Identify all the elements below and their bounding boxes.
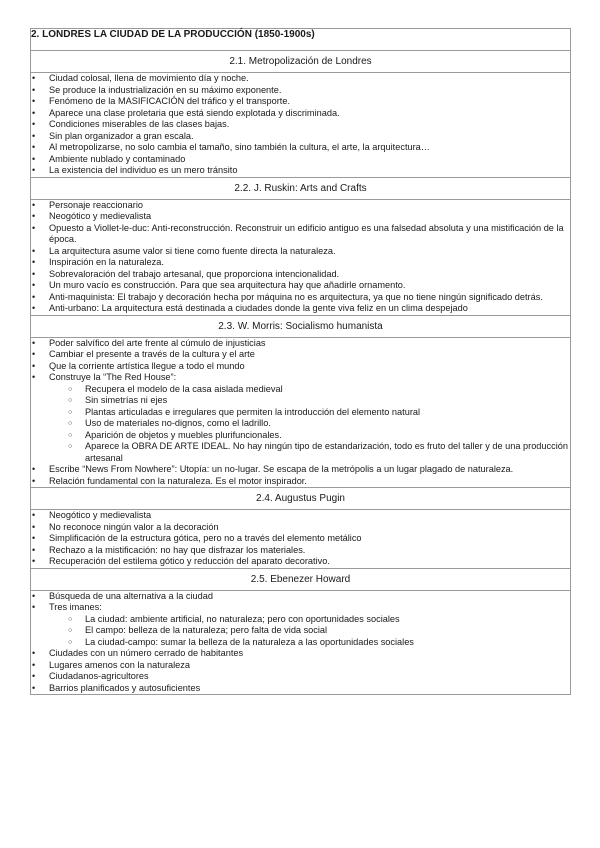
notes-table (30, 28, 571, 695)
list-item: • Cambiar el presente a través de la cultura y el arte (31, 349, 570, 361)
list-item: • La existencia del individuo es un mero tránsito (31, 165, 570, 177)
section-body-2-1 (31, 73, 571, 178)
sub-list-item: ○ Aparece la OBRA DE ARTE IDEAL. No hay ningún tipo de estandarización, todo es fruto del taller y de una producción artesanal (67, 441, 570, 464)
bullet-list (31, 591, 570, 695)
section-body-2-4 (31, 510, 571, 569)
list-item: • Que la corriente artística llegue a todo el mundo (31, 361, 570, 373)
sub-list-item: ○ El campo: belleza de la naturaleza; pero falta de vida social (67, 625, 570, 637)
list-item: • Búsqueda de una alternativa a la ciudad (31, 591, 570, 603)
list-item: • No reconoce ningún valor a la decoración (31, 522, 570, 534)
sub-list-item: ○ Plantas articuladas e irregulares que permiten la introducción del elemento natural (67, 407, 570, 419)
list-item: • Relación fundamental con la naturaleza. Es el motor inspirador. (31, 476, 570, 488)
bullet-list (31, 200, 570, 315)
list-item: • La arquitectura asume valor si tiene como fuente directa la naturaleza. (31, 246, 570, 258)
list-item: • Al metropolizarse, no solo cambia el tamaño, sino también la cultura, el arte, la arquitectura… (31, 142, 570, 154)
list-item: • Recuperación del estilema gótico y reducción del aparato decorativo. (31, 556, 570, 568)
list-item: • Sobrevaloración del trabajo artesanal, que proporciona intencionalidad. (31, 269, 570, 281)
sub-list-item: ○ Uso de materiales no-dignos, como el ladrillo. (67, 418, 570, 430)
bullet-list (31, 338, 570, 488)
list-item: • Sin plan organizador a gran escala. (31, 131, 570, 143)
sub-list-item: ○ La ciudad-campo: sumar la belleza de la naturaleza a las oportunidades sociales (67, 637, 570, 649)
list-item: • Neogótico y medievalista (31, 510, 570, 522)
list-item-text: Tres imanes: (49, 602, 102, 612)
list-item (31, 602, 570, 648)
list-item: • Fenómeno de la MASIFICACIÓN del tráfico y el transporte. (31, 96, 570, 108)
list-item: • Aparece una clase proletaria que está siendo explotada y discriminada. (31, 108, 570, 120)
list-item: • Poder salvífico del arte frente al cúmulo de injusticias (31, 338, 570, 350)
sub-list-item: ○ Recupera el modelo de la casa aislada medieval (67, 384, 570, 396)
section-body-2-5 (31, 590, 571, 695)
list-item: • Ambiente nublado y contaminado (31, 154, 570, 166)
list-item: • Anti-urbano: La arquitectura está destinada a ciudades donde la gente viva feliz en un clima despejado (31, 303, 570, 315)
sub-list-item: ○ La ciudad: ambiente artificial, no naturaleza; pero con oportunidades sociales (67, 614, 570, 626)
list-item: • Escribe “News From Nowhere”: Utopía: un no-lugar. Se escapa de la metrópolis a un lugar plagado de naturaleza. (31, 464, 570, 476)
bullet-list (31, 73, 570, 177)
section-body-2-2 (31, 199, 571, 315)
list-item: • Personaje reaccionario (31, 200, 570, 212)
bullet-list (31, 510, 570, 568)
sub-list (67, 384, 570, 465)
section-body-2-3 (31, 337, 571, 488)
section-heading-2-4: 2.4. Augustus Pugin (31, 488, 571, 510)
list-item: • Simplificación de la estructura gótica, pero no a través del elemento metálico (31, 533, 570, 545)
section-heading-2-1: 2.1. Metropolización de Londres (31, 51, 571, 73)
list-item: • Anti-maquinista: El trabajo y decoración hecha por máquina no es arquitectura, ya que no tiene ningún significado detrás. (31, 292, 570, 304)
list-item (31, 372, 570, 464)
list-item-text: Construye la “The Red House”: (49, 372, 177, 382)
list-item: • Rechazo a la mistificación: no hay que disfrazar los materiales. (31, 545, 570, 557)
sub-list (67, 614, 570, 649)
list-item: • Neogótico y medievalista (31, 211, 570, 223)
list-item: • Un muro vacío es construcción. Para que sea arquitectura hay que añadirle ornamento. (31, 280, 570, 292)
list-item: • Condiciones miserables de las clases bajas. (31, 119, 570, 131)
sub-list-item: ○ Aparición de objetos y muebles plurifuncionales. (67, 430, 570, 442)
list-item: • Inspiración en la naturaleza. (31, 257, 570, 269)
section-heading-2-3: 2.3. W. Morris: Socialismo humanista (31, 315, 571, 337)
list-item: • Opuesto a Viollet-le-duc: Anti-reconstrucción. Reconstruir un edificio antiguo es una falsedad absoluta y una mistificación de la época. (31, 223, 570, 246)
list-item: • Ciudades con un número cerrado de habitantes (31, 648, 570, 660)
document-title: 2. LONDRES LA CIUDAD DE LA PRODUCCIÓN (1850-1900s) (31, 29, 571, 51)
section-heading-2-2: 2.2. J. Ruskin: Arts and Crafts (31, 177, 571, 199)
list-item: • Lugares amenos con la naturaleza (31, 660, 570, 672)
section-heading-2-5: 2.5. Ebenezer Howard (31, 568, 571, 590)
list-item: • Barrios planificados y autosuficientes (31, 683, 570, 695)
list-item: • Ciudad colosal, llena de movimiento día y noche. (31, 73, 570, 85)
list-item: • Ciudadanos-agricultores (31, 671, 570, 683)
list-item: • Se produce la industrialización en su máximo exponente. (31, 85, 570, 97)
sub-list-item: ○ Sin simetrías ni ejes (67, 395, 570, 407)
